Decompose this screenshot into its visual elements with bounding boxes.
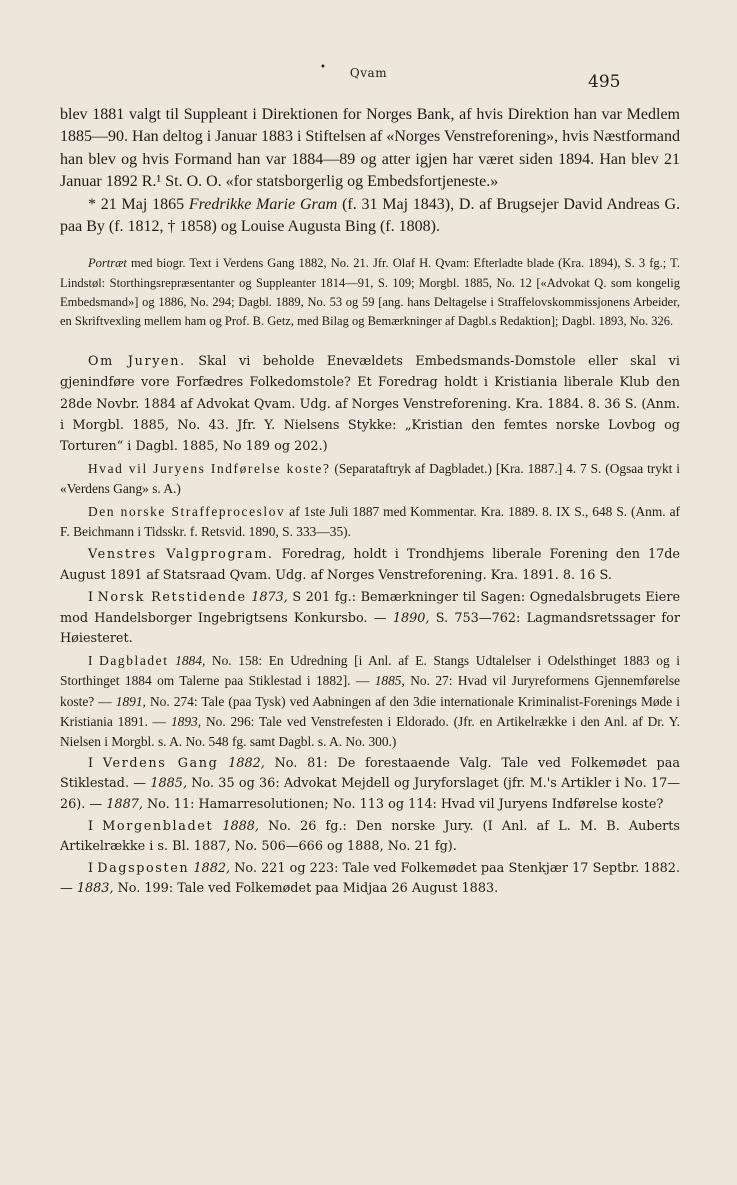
marriage-date: * 21 Maj 1865 <box>88 195 189 213</box>
periodical-year: 1888, <box>213 818 259 834</box>
article-text: No. 158: En Udredning [i Anl. af E. Stangs Udtalelser i Odelsthinget 1883 og i Storthinget 1884 om Talerne paa Stiklestad i 1882]. — <box>60 653 680 689</box>
periodical-entry <box>60 588 680 649</box>
periodical-year: 1885, <box>150 776 188 792</box>
periodical-year: 1884, <box>168 653 206 669</box>
biography <box>60 104 680 238</box>
work-entry <box>60 544 680 586</box>
periodical-year: 1890, <box>392 610 430 626</box>
work-title: Hvad vil Juryens Indførelse koste? <box>88 461 331 477</box>
entry-prefix: I <box>88 818 103 834</box>
entry-prefix: I <box>88 653 100 669</box>
periodical-year: 1893, <box>170 713 202 729</box>
bio-paragraph: blev 1881 valgt til Suppleant i Direktionen for Norges Bank, af hvis Direktion han var Medlem 1885—90. Han deltog i Januar 1883 i Stiftelsen af «Norges Venstreforening», hvis Næstformand han blev og hvis Formand han var 1884—89 og atter igjen har været siden 1894. Han blev 21 Januar 1892 R.¹ St. O. O. «for statsborgerlig og Embedsfortjeneste.» <box>60 106 680 191</box>
article-text: No. 27: Hvad vil Juryreformens Gjennemførelse koste? — <box>60 673 680 709</box>
work-details: Foredrag, holdt i Trondhjems liberale Forening den 17de August 1891 af Statsraad Qvam. Udg. af Norges Venstreforening. Kra. 1891. 8. 16 S. <box>60 547 680 584</box>
work-title: Venstres Valgprogram. <box>88 547 274 563</box>
work-title: Den norske Straffeproceslov <box>88 503 286 519</box>
article-text: No. 221 og 223: Tale ved Folkemødet paa Stenkjær 17 Septbr. 1882. — <box>60 861 681 897</box>
entry-prefix: I <box>88 861 98 877</box>
page-number: 495 <box>588 72 621 92</box>
periodical-year: 1887, <box>106 796 143 812</box>
article-text: No. 296: Tale ved Venstrefesten i Eldorado. (Jfr. en Artikelrække i den Anl. af Dr. Y. Nielsen i Morgbl. s. A. No. 548 fg. samt Dagbl. s. A. No. 300.) <box>60 713 680 749</box>
periodical-year: 1891, <box>115 693 146 709</box>
work-details: af 1ste Juli 1887 med Kommentar. Kra. 1889. 8. IX S., 648 S. (Anm. af F. Beichmann i Tidsskr. f. Retsvid. 1890, S. 333—35). <box>60 503 680 539</box>
work-entry <box>60 351 680 457</box>
sources-label: Portræt <box>88 256 127 271</box>
periodical-year: 1882, <box>189 861 231 877</box>
work-details: Skal vi beholde Enevældets Embedsmands-Domstole eller skal vi gjenindføre vore Forfædres Folkedomstole? Et Foredrag holdt i Kristiania liberale Klub den 28de Novbr. 1884 af Advokat Qvam. Udg. af Norges Venstreforening. Kra. 1884. 8. 36 S. (Anm. i Morgbl. 1885, No. 43. Jfr. Y. Nielsens Stykke: „Kristian den femtes norske Lovbog og Torturen“ i Dagbl. 1885, No 189 og 202.) <box>60 354 680 455</box>
entry-prefix: I <box>88 590 98 606</box>
marriage-paragraph <box>60 194 680 239</box>
periodical-entry <box>60 859 680 899</box>
spouse-name: Fredrikke Marie Gram <box>188 195 338 213</box>
periodical-entry <box>60 754 680 815</box>
periodical-year: 1883, <box>76 881 114 897</box>
page-body <box>60 104 680 902</box>
work-entry <box>60 459 680 499</box>
article-text: S. 753—762: Lagmandsretssager for Høiesteret. <box>60 610 680 646</box>
periodical-entry <box>60 817 680 857</box>
sources-paragraph <box>60 254 680 331</box>
article-text: No. 81: De forestaaende Valg. Tale ved Folkemødet paa Stiklestad. — <box>60 756 680 792</box>
work-entry <box>60 502 680 542</box>
printer-mark: • <box>320 62 326 73</box>
article-text: S 201 fg.: Bemærkninger til Sagen: Ognedalsbrugets Eiere mod Handelsborger Ingebrigtsens Konkursbo. — <box>60 590 681 626</box>
article-text: No. 35 og 36: Advokat Mejdell og Juryforslaget (jfr. M.'s Artikler i No. 17—26). — <box>60 776 681 812</box>
article-text: No. 199: Tale ved Folkemødet paa Midjaa 26 August 1883. <box>113 881 499 897</box>
marriage-details: (f. 31 Maj 1843), D. af Brugsejer David Andreas G. paa By (f. 1812, † 1858) og Louise Augusta Bing (f. 1808). <box>60 195 681 236</box>
periodical-title: Verdens Gang <box>102 756 219 772</box>
periodical-year: 1885, <box>374 673 405 689</box>
periodical-title: Dagsposten <box>97 861 190 877</box>
periodical-title: Morgenbladet <box>102 818 214 834</box>
work-details: (Separataftryk af Dagbladet.) [Kra. 1887.] 4. 7 S. (Ogsaa trykt i «Verdens Gang» s. A.) <box>60 461 680 497</box>
article-text: No. 274: Tale (paa Tysk) ved Aabningen af den 3die internationale Kriminalist-Forenings Møde i Kristiania 1891. — <box>60 693 680 729</box>
article-text: No. 26 fg.: Den norske Jury. (I Anl. af L. M. B. Auberts Artikelrække i s. Bl. 1887, No. 506—666 og 1888, No. 21 fg). <box>60 818 681 854</box>
periodical-title: Dagbladet <box>99 653 169 669</box>
entry-prefix: I <box>88 756 103 772</box>
article-text: No. 11: Hamarresolutionen; No. 113 og 114: Hvad vil Juryens Indførelse koste? <box>142 796 664 812</box>
sources-text: med biogr. Text i Verdens Gang 1882, No. 21. Jfr. Olaf H. Qvam: Efterladte blade (Kra. 1894), S. 3 fg.; T. Lindstøl: Storthingsrepræsentanter og Suppleanter 1814—91, S. 109; Morgbl. 1885, No. 12 [«Advokat Q. som kongelig Embedsmand»] og 1886, No. 294; Dagbl. 1889, No. 53 og 59 [ang. hans Deltagelse i Straffelovskommissjonens Arbeider, en Skriftvexling mellem ham og Prof. B. Getz, med Bilag og Bemærkninger af Dagbl.s Redaktion]; Dagbl. 1893, No. 326. <box>60 256 680 329</box>
work-title: Om Juryen. <box>88 354 186 370</box>
periodical-entry <box>60 651 680 752</box>
periodical-year: 1873, <box>246 590 288 606</box>
works-list <box>60 351 680 899</box>
periodical-year: 1882, <box>218 756 265 772</box>
periodical-title: Norsk Retstidende <box>97 590 247 606</box>
running-title: Qvam <box>349 66 388 80</box>
